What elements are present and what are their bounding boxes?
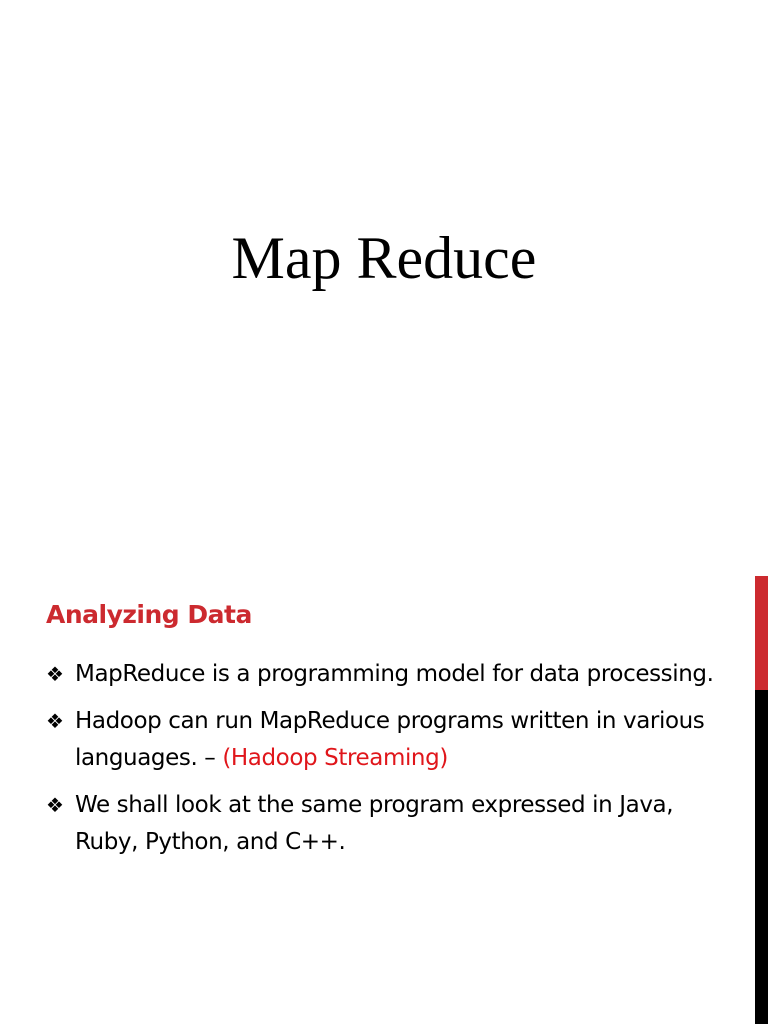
slide-analyzing-data: [0, 512, 768, 1024]
bullet-text: Hadoop can run MapReduce programs written in various languages. –: [75, 708, 705, 771]
bullet-item: [46, 787, 716, 861]
bullet-item: [46, 703, 716, 777]
bullet-list: [46, 656, 716, 871]
bullet-highlight-text: (Hadoop Streaming): [222, 745, 448, 771]
slide-title-text: Map Reduce: [231, 225, 537, 291]
side-accent-red-segment: [755, 576, 768, 690]
diamond-bullet-icon: ❖: [46, 662, 64, 686]
diamond-bullet-icon: ❖: [46, 709, 64, 733]
bullet-item: [46, 656, 716, 693]
side-accent-bar: [755, 576, 768, 1024]
section-heading: Analyzing Data: [46, 600, 252, 629]
bullet-text: MapReduce is a programming model for data processing.: [75, 661, 714, 687]
diamond-bullet-icon: ❖: [46, 793, 64, 817]
bullet-text: We shall look at the same program expressed in Java, Ruby, Python, and C++.: [75, 792, 674, 855]
